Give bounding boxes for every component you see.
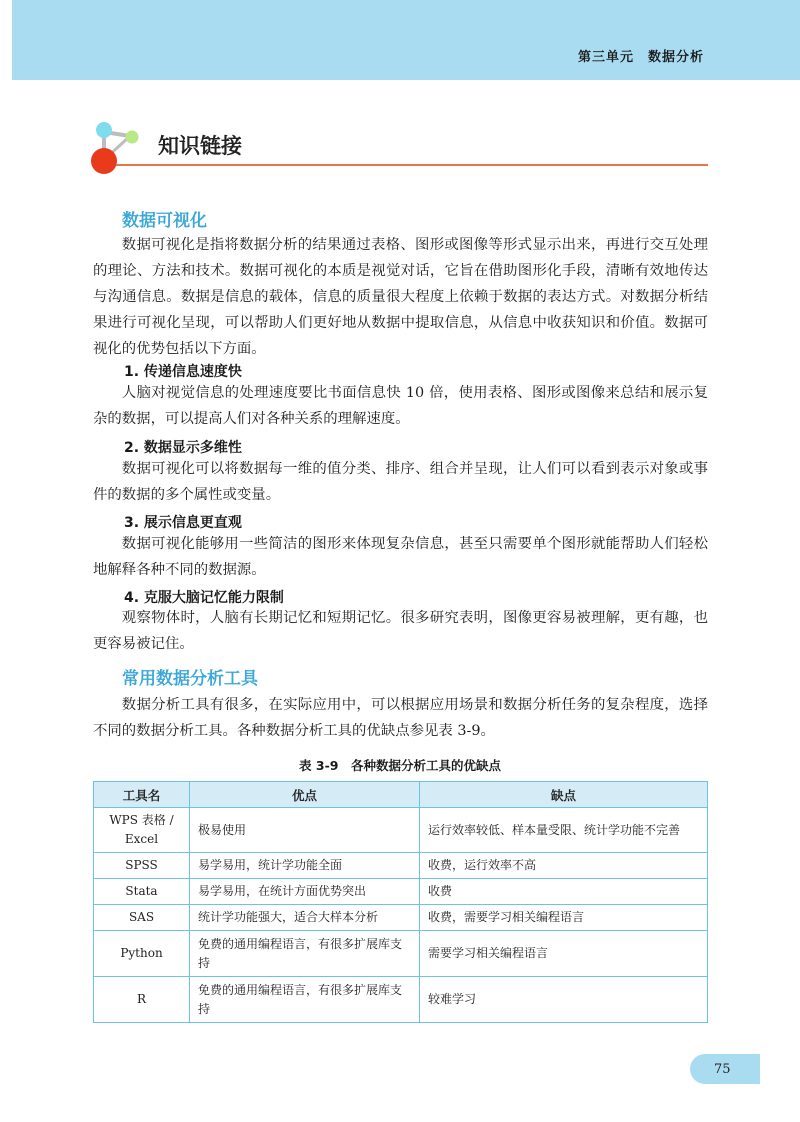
point-3-title: 3. 展示信息更直观 bbox=[124, 515, 242, 531]
knowledge-link-title: 知识链接 bbox=[158, 134, 242, 158]
tools-intro: 数据分析工具有很多，在实际应用中，可以根据应用场景和数据分析任务的复杂程度，选择不同的数据分析工具。各种数据分析工具的优缺点参见表 3-9。 bbox=[93, 697, 708, 739]
point-2-title: 2. 数据显示多维性 bbox=[124, 440, 242, 456]
pros-cell: 易学易用，统计学功能全面 bbox=[190, 853, 420, 879]
molecule-icon bbox=[88, 120, 148, 176]
table-header-row bbox=[94, 782, 708, 808]
visualization-intro: 数据可视化是指将数据分析的结果通过表格、图形或图像等形式显示出来，再进行交互处理的理论、方法和技术。数据可视化的本质是视觉对话，它旨在借助图形化手段，清晰有效地传达与沟通信息。数据是信息的载体，信息的质量很大程度上依赖于数据的表达方式。对数据分析结果进行可视化呈现，可以帮助人们更好地从数据中提取信息，从信息中收获知识和价值。数据可视化的优势包括以下方面。 bbox=[93, 237, 708, 357]
page-number: 75 bbox=[714, 1062, 731, 1077]
cons-cell: 收费，需要学习相关编程语言 bbox=[420, 905, 708, 931]
cons-cell: 运行效率较低、样本量受限、统计学功能不完善 bbox=[420, 808, 708, 853]
table-row bbox=[94, 808, 708, 853]
cons-cell: 较难学习 bbox=[420, 977, 708, 1023]
section-heading-visualization: 数据可视化 bbox=[122, 211, 207, 231]
pros-cell: 易学易用，在统计方面优势突出 bbox=[190, 879, 420, 905]
column-header-cons: 缺点 bbox=[420, 782, 708, 808]
column-header-pros: 优点 bbox=[190, 782, 420, 808]
column-header-tool: 工具名 bbox=[94, 782, 190, 808]
table-row bbox=[94, 905, 708, 931]
point-4-title: 4. 克服大脑记忆能力限制 bbox=[124, 590, 284, 606]
point-2-text: 数据可视化可以将数据每一维的值分类、排序、组合并呈现，让人们可以看到表示对象或事件的数据的多个属性或变量。 bbox=[93, 461, 708, 503]
cons-cell: 需要学习相关编程语言 bbox=[420, 931, 708, 977]
pros-cell: 极易使用 bbox=[190, 808, 420, 853]
table-row bbox=[94, 977, 708, 1023]
unit-header-title: 第三单元 数据分析 bbox=[577, 50, 704, 65]
tools-table bbox=[93, 781, 708, 1023]
table-row bbox=[94, 853, 708, 879]
section-divider bbox=[116, 164, 708, 166]
tool-name-cell: SAS bbox=[94, 905, 190, 931]
tool-name-cell: R bbox=[94, 977, 190, 1023]
cons-cell: 收费，运行效率不高 bbox=[420, 853, 708, 879]
table-caption: 表 3-9 各种数据分析工具的优缺点 bbox=[299, 758, 501, 773]
table-row bbox=[94, 931, 708, 977]
point-4-text: 观察物体时，人脑有长期记忆和短期记忆。很多研究表明，图像更容易被理解，更有趣，也更容易被记住。 bbox=[93, 610, 708, 652]
tool-name-cell: SPSS bbox=[94, 853, 190, 879]
point-1-text: 人脑对视觉信息的处理速度要比书面信息快 10 倍，使用表格、图形或图像来总结和展示复杂的数据，可以提高人们对各种关系的理解速度。 bbox=[93, 385, 708, 427]
pros-cell: 免费的通用编程语言，有很多扩展库支持 bbox=[190, 977, 420, 1023]
pros-cell: 统计学功能强大，适合大样本分析 bbox=[190, 905, 420, 931]
tool-name-cell: Stata bbox=[94, 879, 190, 905]
section-heading-tools: 常用数据分析工具 bbox=[122, 669, 258, 689]
table-row bbox=[94, 879, 708, 905]
header-band bbox=[12, 0, 800, 80]
tool-name-cell: Python bbox=[94, 931, 190, 977]
pros-cell: 免费的通用编程语言，有很多扩展库支持 bbox=[190, 931, 420, 977]
point-3-text: 数据可视化能够用一些简洁的图形来体现复杂信息，甚至只需要单个图形就能帮助人们轻松地解释各种不同的数据源。 bbox=[93, 536, 708, 578]
tool-name-cell: WPS 表格 / Excel bbox=[94, 808, 190, 853]
point-1-title: 1. 传递信息速度快 bbox=[124, 364, 242, 380]
cons-cell: 收费 bbox=[420, 879, 708, 905]
